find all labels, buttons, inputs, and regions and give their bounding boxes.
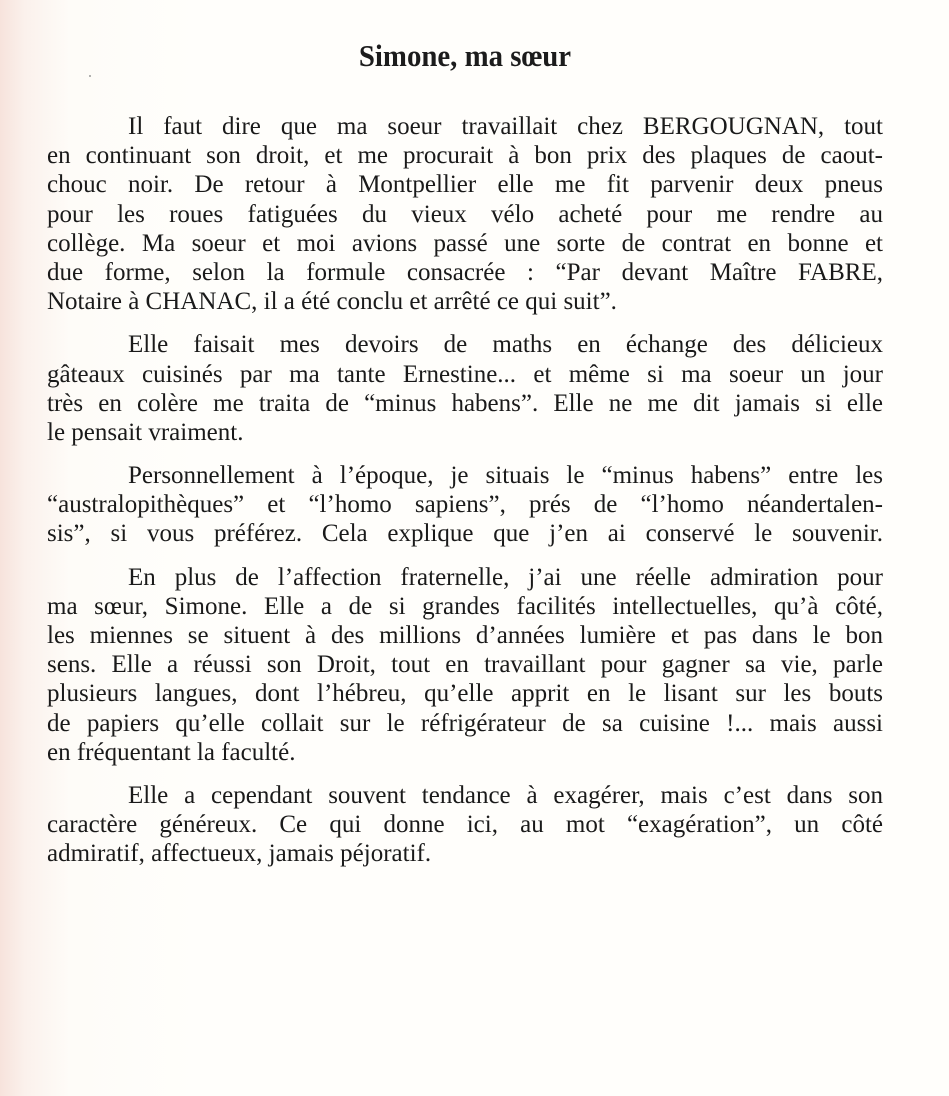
text-line: en fréquentant la faculté. [47,738,296,766]
paragraph-5 [47,781,883,869]
text-line: pour les roues fatiguées du vieux vélo acheté pour me rendre au [47,200,883,228]
text-line: collège. Ma soeur et moi avions passé une sorte de contrat en bonne et [47,229,883,257]
scan-speck [89,75,91,77]
text-line: due forme, selon la formule consacrée : “Par devant Maître FABRE, [47,258,883,286]
text-line: le pensait vraiment. [47,418,244,446]
paragraph-2 [47,330,883,447]
text-line: ma sœur, Simone. Elle a de si grandes facilités intellectuelles, qu’à côté, [47,592,883,620]
paragraph-4 [47,563,883,767]
text-line: Elle a cependant souvent tendance à exagérer, mais c’est dans son [128,781,883,809]
document-page [47,0,883,1096]
text-line: très en colère me traita de “minus habens”. Elle ne me dit jamais si elle [47,389,883,417]
text-line: Notaire à CHANAC, il a été conclu et arrêté ce qui suit”. [47,288,617,316]
text-line: chouc noir. De retour à Montpellier elle me fit parvenir deux pneus [47,171,883,199]
text-line: Personnellement à l’époque, je situais le “minus habens” entre les [128,462,883,490]
page-title: Simone, ma sœur [358,38,572,73]
text-line: En plus de l’affection fraternelle, j’ai une réelle admiration pour [128,563,883,591]
paragraph-1 [47,112,883,316]
text-line: les miennes se situent à des millions d’années lumière et pas dans le bon [47,622,883,649]
text-line: sis”, si vous préférez. Cela explique que j’en ai conservé le souvenir. [47,520,883,548]
text-line: admiratif, affectueux, jamais péjoratif. [47,840,432,868]
text-line: sens. Elle a réussi son Droit, tout en travaillant pour gagner sa vie, parle [47,651,883,679]
text-line: caractère généreux. Ce qui donne ici, au mot “exagération”, un côté [47,811,883,839]
body-text [47,112,883,883]
text-line: de papiers qu’elle collait sur le réfrigérateur de sa cuisine !... mais aussi [47,709,883,737]
paragraph-3 [47,461,883,549]
text-line: en continuant son droit, et me procurait à bon prix des plaques de caout- [47,142,883,170]
text-line: “australopithèques” et “l’homo sapiens”, prés de “l’homo néandertalen- [47,491,883,519]
text-line: Il faut dire que ma soeur travaillait chez BERGOUGNAN, tout [128,113,883,140]
text-line: gâteaux cuisinés par ma tante Ernestine... et même si ma soeur un jour [47,360,883,388]
text-line: Elle faisait mes devoirs de maths en échange des délicieux [128,331,883,359]
text-line: plusieurs langues, dont l’hébreu, qu’elle apprit en le lisant sur les bouts [47,680,883,708]
